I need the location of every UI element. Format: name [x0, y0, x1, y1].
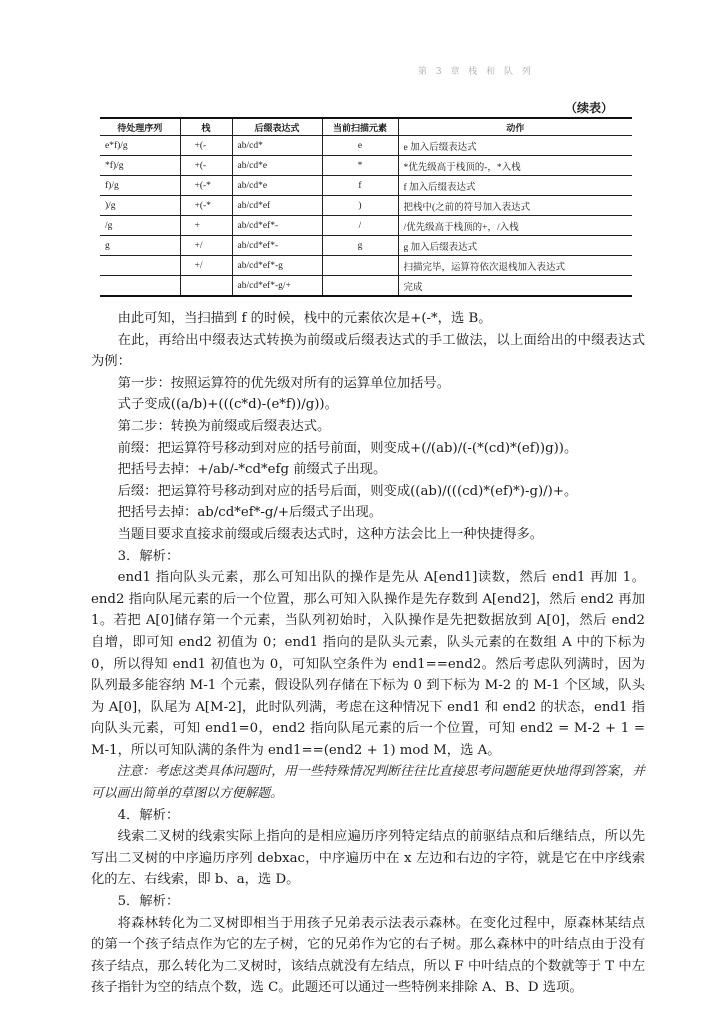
cell-postfix: ab/cd*e: [232, 156, 322, 176]
paragraph: 后缀：把运算符号移动到对应的括号后面，则变成((ab)/(((cd)*(ef)*)-g)/)+。: [117, 483, 578, 499]
cell-action: 完成: [398, 276, 632, 297]
cell-stack: +(-: [180, 156, 232, 176]
cell-postfix: ab/cd*: [232, 136, 322, 156]
paragraph: 将森林转化为二叉树即相当于用孩子兄弟表示法表示森林。在变化过程中，原森林某结点的第一个孩子结点作为它的左子树，它的兄弟作为它的右子树。那么森林中的叶结点由于没有孩子结点，那么转化为二叉树时，该结点就没有左结点，所以 F 中叶结点的个数就等于 T 中左孩子指针为空的结点个数，选 C。此题还可以通过一些特例来排除 A、B、D 选项。: [91, 915, 645, 996]
cell-action: 扫描完毕，运算符依次退栈加入表达式: [398, 256, 632, 276]
cell-pending: g: [100, 236, 180, 256]
cell-action: f 加入后缀表达式: [398, 176, 632, 196]
document-body: [91, 308, 645, 999]
table-row: [100, 156, 632, 176]
continued-table-label: （续表）: [565, 101, 614, 115]
cell-pending: [100, 276, 180, 297]
paragraph: 由此可知，当扫描到 f 的时候，栈中的元素依次是+(-*，选 B。: [117, 311, 492, 326]
header-postfix: 后缀表达式: [232, 118, 322, 136]
cell-postfix: ab/cd*ef*-: [232, 216, 322, 236]
paragraph: 第一步：按照运算符的优先级对所有的运算单位加括号。: [117, 375, 451, 391]
header-current: 当前扫描元素: [322, 118, 398, 136]
paragraph: 当题目要求直接求前缀或后缀表达式时，这种方法会比上一种快捷得多。: [117, 526, 544, 542]
cell-pending: *f)/g: [100, 156, 180, 176]
paragraph: 前缀：把运算符号移动到对应的括号前面，则变成+(/(ab)/(-(*(cd)*(ef))g))。: [117, 440, 578, 456]
table-row: [100, 236, 632, 256]
cell-current: [322, 256, 398, 276]
cell-stack: +(-*: [180, 176, 232, 196]
table-row: [100, 136, 632, 156]
cell-action: *优先级高于栈顶的-，*入栈: [398, 156, 632, 176]
cell-action: g 加入后缀表达式: [398, 236, 632, 256]
table-row: [100, 276, 632, 297]
header-pending: 待处理序列: [100, 118, 180, 136]
cell-current: /: [322, 216, 398, 236]
conversion-table: [100, 117, 632, 297]
paragraph: 线索二叉树的线索实际上指向的是相应遍历序列特定结点的前驱结点和后继结点，所以先写出二叉树的中序遍历序列 debxac，中序遍历中在 x 左边和右边的字符，就是它在中序线索化的左、右线索，即 b、a，选 D。: [91, 829, 645, 888]
cell-stack: +/: [180, 256, 232, 276]
paragraph: 把括号去掉：+/ab/-*cd*efg 前缀式子出现。: [117, 462, 387, 478]
cell-current: e: [322, 136, 398, 156]
cell-pending: /g: [100, 216, 180, 236]
table-row: [100, 196, 632, 216]
cell-postfix: ab/cd*e: [232, 176, 322, 196]
cell-current: *: [322, 156, 398, 176]
table-header-row: [100, 118, 632, 136]
cell-stack: +(-*: [180, 196, 232, 216]
cell-postfix: ab/cd*ef*-: [232, 236, 322, 256]
cell-postfix: ab/cd*ef*-g/+: [232, 276, 322, 297]
paragraph: 式子变成((a/b)+(((c*d)-(e*f))/g))。: [117, 397, 338, 413]
cell-pending: [100, 256, 180, 276]
cell-action: e 加入后缀表达式: [398, 136, 632, 156]
table-row: [100, 216, 632, 236]
cell-stack: [180, 276, 232, 297]
section-heading: 3．解析：: [117, 548, 180, 564]
paragraph: 第二步：转换为前缀或后缀表达式。: [117, 418, 331, 434]
cell-action: 把栈中(之前的符号加入表达式: [398, 196, 632, 216]
section-heading: 5．解析：: [117, 894, 180, 910]
cell-pending: f)/g: [100, 176, 180, 196]
cell-current: [322, 276, 398, 297]
cell-stack: +(-: [180, 136, 232, 156]
running-head: 第 3 章 栈 和 队 列: [418, 67, 534, 77]
cell-pending: e*f)/g: [100, 136, 180, 156]
table-row: [100, 176, 632, 196]
paragraph: 把括号去掉：ab/cd*ef*-g/+后缀式子出现。: [117, 505, 383, 521]
cell-current: ): [322, 196, 398, 216]
cell-postfix: ab/cd*ef: [232, 196, 322, 216]
paragraph: 在此，再给出中缀表达式转换为前缀或后缀表达式的手工做法，以上面给出的中缀表达式为例：: [91, 332, 645, 370]
table-row: [100, 256, 632, 276]
section-heading: 4．解析：: [117, 807, 180, 823]
cell-stack: +/: [180, 236, 232, 256]
paragraph: end1 指向队头元素，那么可知出队的操作是先从 A[end1]读数，然后 end1 再加 1。end2 指向队尾元素的后一个位置，那么可知入队操作是先存数到 A[end2]，然后 end2 再加 1。若把 A[0]储存第一个元素，当队列初始时，入队操作是先把数据放到 A[0]，然后 end2 自增，即可知 end2 初值为 0；end1 指向的是队头元素，队头元素的在数组 A 中的下标为 0，所以得知 end1 初值也为 0，可知队空条件为 end1==end2。然后考虑队列满时，因为队列最多能容纳 M-1 个元素，假设队列存储在下标为 0 到下标为 M-2 的 M-1 个区域，队头为 A[0]，队尾为 A[M-2]，此时队列满，考虑在这种情况下 end1 和 end2 的状态，end1 指向队头元素，可知 end1=0，end2 指向队尾元素的后一个位置，可知 end2 = M-2 + 1 = M-1，所以可知队满的条件为 end1==(end2 + 1) mod M，选 A。: [91, 570, 645, 758]
cell-current: f: [322, 176, 398, 196]
header-stack: 栈: [180, 118, 232, 136]
cell-action: /优先级高于栈顶的+，/入栈: [398, 216, 632, 236]
cell-stack: +: [180, 216, 232, 236]
cell-current: g: [322, 236, 398, 256]
cell-postfix: ab/cd*ef*-g: [232, 256, 322, 276]
header-action: 动作: [398, 118, 632, 136]
cell-pending: )/g: [100, 196, 180, 216]
note-paragraph: 注意：考虑这类具体问题时，用一些特殊情况判断往往比直接思考问题能更快地得到答案，并可以画出简单的草图以方便解题。: [91, 764, 645, 802]
